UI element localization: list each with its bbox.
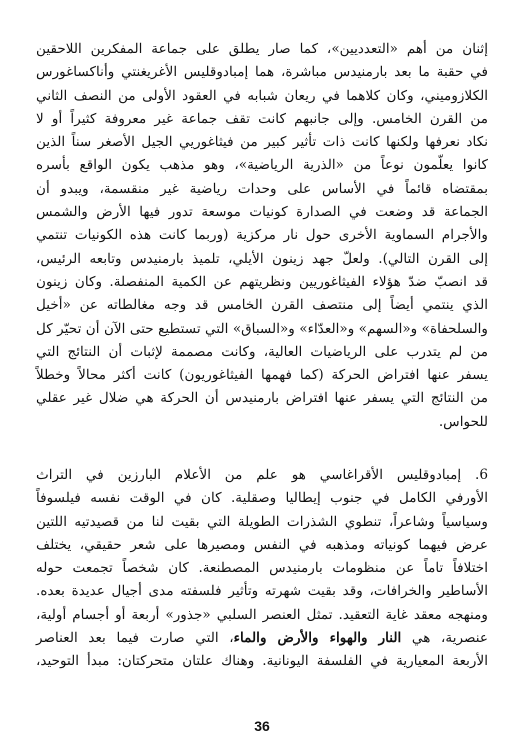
text-line: قد انصبّ ضدّ هؤلاء الفيثاغوريين ونظريتهم عن الكمية المنفصلة. وكان زينون	[36, 273, 488, 290]
text-line: عرض فيهما كونياته ومذهبه في النفس ومصيرها على شعر حقيقي، يختلف	[36, 536, 488, 553]
text-line: من القرن الخامس. وإلى جانبهم كانت تقف جماعة غير معروفة كثيراً أو لا	[36, 110, 488, 127]
text-line: وسياسياً وشاعراً، تنطوي الشذرات الطويلة التي بقيت لنا من قصيدتيه اللتين	[36, 513, 488, 530]
text-line: الأربعة المعيارية في الفلسفة اليونانية. وهناك علتان متحركتان: مبدأ التوحيد،	[36, 653, 488, 670]
text-line: الكلازوميني، وكان كلاهما في ريعان شبابه في العقود الأولى من النصف الثاني	[36, 87, 488, 104]
text-line: إلى القرن التالي). ولعلّ جهد زينون الأيلي، تلميذ بارمنيدس وتابعه الرئيس،	[36, 250, 488, 267]
page-number: 36	[254, 718, 270, 734]
text-run: عنصرية، هي	[401, 630, 488, 647]
text-line: كانوا يعلّمون نوعاً من «الذرية الرياضية»، وهو مذهب يكون الواقع بأسره	[36, 157, 488, 174]
text-line: والسلحفاة» و«السهم» و«العدّاء» و«السباق» التي تستطيع حتى الآن أن تحيّر كل	[36, 320, 488, 337]
text-line: من النتائج التي يسفر عنها افتراض بارمنيدس أن الحركة هي ضلال غير عقلي	[36, 390, 488, 407]
text-line: الأورفي الكامل في جنوب إيطاليا وصقلية. كان في الوقت نفسه فيلسوفاً	[36, 490, 488, 507]
text-line: ومنهجه معقد غاية التعقيد. تمثل العنصر السلبي «جذور» أربعة أو أجسام أولية،	[36, 606, 488, 623]
text-line: والأجرام السماوية الأخرى حول نار مركزية (وربما كانت هذه الكونيات تنتمي	[36, 227, 488, 244]
text-line: نكاد نعرفها ولكنها كانت ذات تأثير كبير من فيثاغوريي الجيل الأصغر سناً الذين	[36, 134, 488, 151]
text-line: اختلافاً تاماً عن منظومات بارمنيدس المصطنعة. كان شخصاً تجمعت حوله	[36, 560, 488, 577]
text-line	[36, 627, 488, 650]
text-line: يسفر عنها افتراض الحركة (كما فهمها الفيثاغوريون) كانت أكثر محالاً وخطلاً	[36, 367, 488, 384]
text-line: إثنان من أهم «التعدديين»، كما صار يطلق على جماعة المفكرين اللاحقين	[36, 41, 488, 57]
text-line: من لم يتدرب على الرياضيات العالية، وكانت مصممة لإثبات أن النتائج التي	[36, 343, 488, 360]
text-line: 6. إمبادوقليس الأقراغاسي هو علم من الأعلام البارزين في التراث	[36, 467, 488, 483]
text-run: ، التي صارت فيما بعد العناصر	[36, 630, 234, 647]
bold-elements-phrase: النار والهواء والأرض والماء	[233, 630, 402, 647]
paragraph-1	[36, 38, 488, 434]
text-line: في حقبة ما بعد بارمنيدس مباشرة، هما إمبادوقليس الأغريغنتي وأناكساغورس	[36, 64, 488, 81]
text-line: الجماعة قد وضعت في الصدارة كونيات موسعة تدور فيها الأرض والشمس	[36, 204, 488, 221]
text-line: الذي ينتمي أيضاً إلى منتصف القرن الخامس قد وجه مغالطاته عن «أخيل	[36, 297, 488, 314]
text-line: للحواس.	[438, 413, 488, 430]
text-line: الأساطير والخرافات، وقد بقيت شهرته وتأثير فلسفته مدى أجيال عديدة بعده.	[36, 583, 488, 600]
text-line: بمقتضاه قائماً في الأساس على وحدات رياضية غير منقسمة، ويبدو أن	[36, 180, 488, 197]
paragraph-2	[36, 464, 488, 674]
